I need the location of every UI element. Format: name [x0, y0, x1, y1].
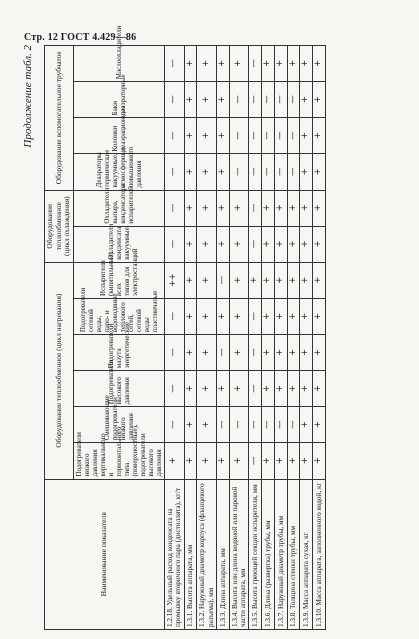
- table-row: [313, 46, 326, 630]
- applicability-mark: —: [165, 154, 185, 190]
- applicability-mark: +: [287, 226, 300, 262]
- equipment-header: Подогреватели высокого давления: [73, 371, 165, 407]
- table-row: [216, 46, 229, 630]
- applicability-mark: +: [300, 226, 313, 262]
- applicability-mark: +: [197, 190, 217, 226]
- applicability-mark: —: [274, 154, 287, 190]
- applicability-mark: —: [249, 335, 262, 371]
- applicability-mark: —: [249, 118, 262, 154]
- applicability-mark: +: [184, 298, 197, 334]
- applicability-mark: +: [216, 118, 229, 154]
- applicability-mark: +: [274, 190, 287, 226]
- applicability-mark: +: [300, 407, 313, 443]
- applicability-mark: +: [300, 371, 313, 407]
- applicability-mark: +: [274, 46, 287, 82]
- applicability-mark: +: [274, 298, 287, 334]
- row-label: 1.3.1. Высота аппарата, мм: [184, 479, 197, 629]
- applicability-mark: +: [216, 371, 229, 407]
- row-label: 1.3.10. Масса аппарата, заполненного водой, кг: [313, 479, 326, 629]
- applicability-mark: +: [262, 443, 275, 479]
- row-label: 1.3.9. Масса аппарата сухая, кг: [300, 479, 313, 629]
- applicability-mark: —: [249, 371, 262, 407]
- applicability-mark: +: [262, 46, 275, 82]
- applicability-mark: —: [165, 335, 185, 371]
- applicability-mark: —: [274, 407, 287, 443]
- applicability-mark: —: [262, 154, 275, 190]
- group-cooling: Оборудование теплообменное (цикл охлаждения): [45, 190, 74, 262]
- applicability-mark: —: [287, 407, 300, 443]
- applicability-mark: +: [184, 154, 197, 190]
- applicability-mark: +: [287, 298, 300, 334]
- group-auxiliary: Оборудование вспомогательное трубчатое: [45, 46, 74, 191]
- applicability-mark: +: [274, 226, 287, 262]
- table-row: [274, 46, 287, 630]
- row-label: 1.3.2. Наружный диаметр корпуса (фланцевого разъема), мм: [197, 479, 217, 629]
- applicability-mark: +: [274, 335, 287, 371]
- applicability-mark: +: [300, 443, 313, 479]
- applicability-mark: +: [287, 335, 300, 371]
- equipment-header: Смешивающие подогреватели низкого давления: [73, 407, 165, 443]
- applicability-mark: —: [287, 154, 300, 190]
- applicability-mark: +: [313, 443, 326, 479]
- applicability-mark: +: [313, 226, 326, 262]
- equipment-header: Баки деаэраторные: [73, 82, 165, 118]
- applicability-mark: +: [229, 335, 249, 371]
- applicability-mark: +: [287, 262, 300, 298]
- applicability-mark: —: [165, 298, 185, 334]
- applicability-mark: +: [184, 371, 197, 407]
- applicability-mark: +: [197, 371, 217, 407]
- equipment-header: Колонки деаэрационные: [73, 118, 165, 154]
- applicability-mark: +: [300, 118, 313, 154]
- applicability-mark: —: [249, 46, 262, 82]
- applicability-mark: +: [197, 226, 217, 262]
- applicability-mark: —: [165, 190, 185, 226]
- applicability-mark: +: [262, 298, 275, 334]
- applicability-mark: +: [184, 118, 197, 154]
- applicability-mark: —: [216, 335, 229, 371]
- applicability-mark: +: [300, 46, 313, 82]
- row-label: 1.3.3. Длина аппарата, мм: [216, 479, 229, 629]
- applicability-mark: —: [262, 118, 275, 154]
- applicability-mark: +: [216, 190, 229, 226]
- applicability-mark: +: [262, 335, 275, 371]
- applicability-mark: +: [313, 335, 326, 371]
- applicability-mark: +: [184, 262, 197, 298]
- applicability-mark: —: [165, 46, 185, 82]
- applicability-mark: +: [229, 298, 249, 334]
- equipment-header: Охладители конденсата вакуумные: [73, 226, 165, 262]
- applicability-mark: +: [313, 371, 326, 407]
- applicability-mark: +: [274, 371, 287, 407]
- row-label: 1.2.18. Удельный расход конденсата на промывку вторичного пара (дистиллята), кг/т: [165, 479, 185, 629]
- applicability-mark: +: [197, 298, 217, 334]
- applicability-mark: +: [184, 407, 197, 443]
- applicability-mark: +: [300, 154, 313, 190]
- applicability-mark: +: [216, 226, 229, 262]
- applicability-mark: —: [249, 190, 262, 226]
- table-row: [249, 46, 262, 630]
- applicability-mark: +: [184, 226, 197, 262]
- applicability-mark: +: [184, 443, 197, 479]
- applicability-mark: —: [165, 371, 185, 407]
- applicability-mark: +: [262, 226, 275, 262]
- applicability-mark: +: [197, 335, 217, 371]
- row-label: 1.3.4. Высота или длина водяной или паровой части аппарата, мм: [229, 479, 249, 629]
- applicability-mark: +: [262, 262, 275, 298]
- applicability-mark: +: [197, 407, 217, 443]
- applicability-mark: +: [313, 46, 326, 82]
- applicability-mark: +: [274, 262, 287, 298]
- equipment-header: Подогреватели низкого давления вертикального и горизонтального типа (поверхностные), подогреватели высокого давления: [73, 443, 165, 479]
- applicability-mark: +: [197, 118, 217, 154]
- applicability-mark: +: [229, 262, 249, 298]
- table-row: [184, 46, 197, 630]
- table-row: [229, 46, 249, 630]
- equipment-header: Подогреватели мазута энергетические: [73, 335, 165, 371]
- applicability-mark: +: [300, 335, 313, 371]
- applicability-mark: +: [216, 298, 229, 334]
- applicability-mark: +: [313, 154, 326, 190]
- applicability-mark: +: [313, 262, 326, 298]
- applicability-mark: +: [287, 443, 300, 479]
- equipment-header: Маслоохладители: [73, 46, 165, 82]
- applicability-mark: +: [313, 118, 326, 154]
- applicability-mark: +: [197, 262, 217, 298]
- applicability-mark: +: [184, 190, 197, 226]
- applicability-mark: —: [262, 407, 275, 443]
- table-row: [287, 46, 300, 630]
- indicator-rows: [165, 46, 326, 630]
- applicability-mark: +: [313, 298, 326, 334]
- applicability-mark: +: [229, 443, 249, 479]
- table-row: [165, 46, 185, 630]
- applicability-mark: +: [300, 82, 313, 118]
- page-header: Стр. 12 ГОСТ 4.429—86: [24, 32, 137, 43]
- table-row: [300, 46, 313, 630]
- applicability-mark: —: [249, 154, 262, 190]
- applicability-mark: +: [216, 82, 229, 118]
- applicability-mark: +: [249, 262, 262, 298]
- equipment-header: Подогреватели сетевой воды, паро- и водоводяные теплового сетей, сетевой воды пластинчатые: [73, 298, 165, 334]
- group-header-row: [45, 46, 74, 630]
- applicability-mark: +: [197, 443, 217, 479]
- applicability-mark: +: [216, 154, 229, 190]
- applicability-mark: —: [249, 82, 262, 118]
- applicability-mark: —: [249, 298, 262, 334]
- applicability-mark: —: [229, 154, 249, 190]
- applicability-mark: +: [184, 335, 197, 371]
- applicability-mark: +: [287, 46, 300, 82]
- equipment-header: Испарители (кипятильные) всех типов для электростанций: [73, 262, 165, 298]
- applicability-mark: +: [313, 190, 326, 226]
- applicability-mark: ++: [165, 262, 185, 298]
- applicability-mark: +: [274, 443, 287, 479]
- applicability-mark: —: [165, 226, 185, 262]
- applicability-mark: —: [274, 82, 287, 118]
- applicability-mark: +: [184, 46, 197, 82]
- applicability-mark: +: [184, 82, 197, 118]
- applicability-mark: +: [197, 46, 217, 82]
- equipment-header: Деаэраторы термические вакуумные, атмосферные, повышенного давления: [73, 154, 165, 190]
- row-label: 1.3.7. Наружный диаметр трубы, мм: [274, 479, 287, 629]
- applicability-mark: +: [300, 190, 313, 226]
- applicability-mark: —: [165, 82, 185, 118]
- applicability-mark: +: [287, 371, 300, 407]
- applicability-mark: +: [313, 407, 326, 443]
- applicability-mark: +: [197, 154, 217, 190]
- equipment-header: Охладители выпара, конденсатора испарителей: [73, 190, 165, 226]
- row-label: 1.3.8. Толщина стенки трубы, мм: [287, 479, 300, 629]
- applicability-mark: —: [249, 407, 262, 443]
- applicability-mark: —: [229, 407, 249, 443]
- applicability-mark: —: [165, 118, 185, 154]
- applicability-mark: +: [229, 190, 249, 226]
- applicability-mark: +: [229, 46, 249, 82]
- applicability-mark: +: [300, 262, 313, 298]
- group-heating: Оборудование теплообменное (цикл нагревания): [45, 262, 74, 479]
- continuation-label: Продолжение табл. 2: [22, 45, 34, 148]
- applicability-mark: +: [262, 190, 275, 226]
- applicability-mark: +: [216, 443, 229, 479]
- applicability-mark: —: [274, 118, 287, 154]
- applicability-mark: —: [249, 443, 262, 479]
- applicability-mark: —: [216, 262, 229, 298]
- applicability-mark: +: [229, 226, 249, 262]
- table-row: [262, 46, 275, 630]
- applicability-mark: +: [165, 443, 185, 479]
- applicability-mark: —: [262, 82, 275, 118]
- applicability-mark: —: [287, 82, 300, 118]
- applicability-mark: —: [229, 118, 249, 154]
- applicability-mark: +: [287, 190, 300, 226]
- applicability-mark: +: [229, 371, 249, 407]
- table-row: [197, 46, 217, 630]
- applicability-mark: —: [165, 407, 185, 443]
- applicability-mark: +: [300, 298, 313, 334]
- applicability-mark: —: [249, 226, 262, 262]
- applicability-mark: —: [287, 118, 300, 154]
- row-label: 1.3.6. Длина (развертка) трубы, мм: [262, 479, 275, 629]
- applicability-mark: +: [262, 371, 275, 407]
- applicability-mark: —: [229, 82, 249, 118]
- name-header: Наименование показателя: [45, 479, 165, 629]
- applicability-mark: +: [313, 82, 326, 118]
- applicability-mark: +: [216, 46, 229, 82]
- applicability-mark: —: [216, 407, 229, 443]
- applicability-mark: +: [197, 82, 217, 118]
- row-label: 1.3.5. Высота греющей секции испарителя, мм: [249, 479, 262, 629]
